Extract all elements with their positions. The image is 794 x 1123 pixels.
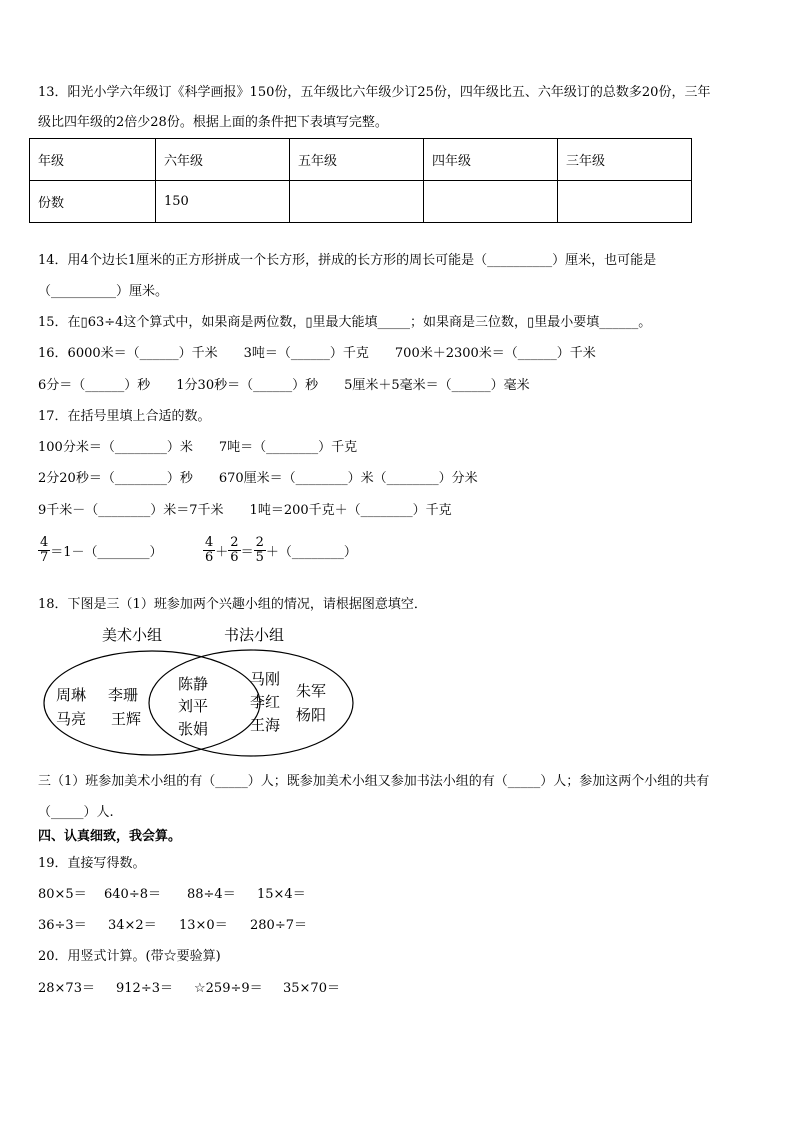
venn-name: 李珊 [108,686,139,704]
q17-title: 17．在括号里填上合适的数。 [38,409,211,424]
q17-line2: 2分20秒＝（________）秒 670厘米＝（________）米（________）分米 [38,471,478,486]
table-cell: 六年级 [156,139,290,181]
denominator: 5 [255,550,264,565]
q15-line: 15．在▯63÷4这个算式中，如果商是两位数，▯里最大能填_____；如果商是三位数，▯里最小要填______。 [38,315,652,330]
q19-expr: 13×0＝ [179,918,228,933]
q19-expr: 88÷4＝ [187,887,236,902]
table-row [30,181,692,223]
table-cell: 三年级 [558,139,692,181]
table-cell: 年级 [30,139,156,181]
venn-name: 李红 [250,693,281,711]
q13-line2: 级比四年级的2倍少28份。根据上面的条件把下表填写完整。 [38,115,388,130]
numerator: 4 [205,535,214,550]
q18-line1: 三（1）班参加美术小组的有（_____）人；既参加美术小组又参加书法小组的有（_____）人；参加这两个小组的共有 [38,774,710,789]
q19-expr: 36÷3＝ [38,918,87,933]
q20-expr: 912÷3＝ [116,981,173,996]
table-cell-blank[interactable] [290,181,424,223]
q20-expr: 28×73＝ [38,981,95,996]
equals-sign: ＝ [240,545,254,560]
venn-name: 马亮 [56,710,87,728]
q17-line3: 9千米－（________）米＝7千米 1吨＝200千克＋（________）千克 [38,503,452,518]
q19-expr: 640÷8＝ [104,887,161,902]
q13-line1: 13．阳光小学六年级订《科学画报》150份，五年级比六年级少订25份，四年级比五、六年级订的总数多20份，三年 [38,85,711,100]
q16-line2: 6分＝（______）秒 1分30秒＝（______）秒 5厘米＋5毫米＝（______）毫米 [38,378,530,393]
fraction [38,536,50,565]
table-cell: 四年级 [424,139,558,181]
denominator: 7 [40,550,49,565]
fraction-a-rest: ＝1－（________） [50,545,163,560]
table-cell-blank[interactable] [558,181,692,223]
venn-name: 朱军 [296,682,327,700]
grade-table [29,138,692,223]
q19-expr: 15×4＝ [257,887,306,902]
venn-label-art: 美术小组 [102,626,163,644]
q18-title: 18．下图是三（1）班参加两个兴趣小组的情况，请根据图意填空． [38,597,427,612]
table-row [30,139,692,181]
q14-line2: （__________）厘米。 [38,284,169,299]
fraction [254,536,266,565]
table-cell: 份数 [30,181,156,223]
q20-expr: 35×70＝ [283,981,340,996]
denominator: 6 [230,550,239,565]
q19-title: 19．直接写得数。 [38,856,146,871]
venn-name: 王海 [250,716,281,734]
q17-fraction-a [38,536,163,565]
plus-sign: ＋ [215,545,229,560]
venn-name: 马刚 [250,670,281,688]
denominator: 6 [205,550,214,565]
venn-name: 陈静 [178,675,209,693]
table-cell-blank[interactable] [424,181,558,223]
numerator: 2 [230,535,239,550]
table-cell: 五年级 [290,139,424,181]
q17-line1: 100分米＝（________）米 7吨＝（________）千克 [38,440,358,455]
venn-name: 杨阳 [296,706,327,724]
numerator: 2 [255,535,264,550]
q20-expr: ☆259÷9＝ [194,981,263,996]
q19-expr: 34×2＝ [108,918,157,933]
numerator: 4 [40,535,49,550]
q19-expr: 280÷7＝ [250,918,307,933]
venn-name: 张娟 [178,720,209,738]
fraction-b-rest: ＋（________） [265,545,357,560]
venn-name: 刘平 [178,697,209,715]
venn-label-calligraphy: 书法小组 [224,626,285,644]
q18-line2: （_____）人. [38,805,114,820]
table-cell: 150 [156,181,290,223]
q17-fraction-b [203,536,357,565]
venn-name: 王辉 [111,710,142,728]
q14-line1: 14．用4个边长1厘米的正方形拼成一个长方形，拼成的长方形的周长可能是（__________）厘米，也可能是 [38,253,657,268]
q16-line1: 16．6000米＝（______）千米 3吨＝（______）千克 700米＋2300米＝（______）千米 [38,346,596,361]
fraction [203,536,215,565]
q19-expr: 80×5＝ [38,887,87,902]
q20-title: 20．用竖式计算。(带☆要验算) [38,949,221,964]
fraction [228,536,240,565]
venn-diagram [40,622,370,762]
section-heading: 四、认真细致，我会算。 [38,829,182,844]
venn-name: 周琳 [56,686,87,704]
